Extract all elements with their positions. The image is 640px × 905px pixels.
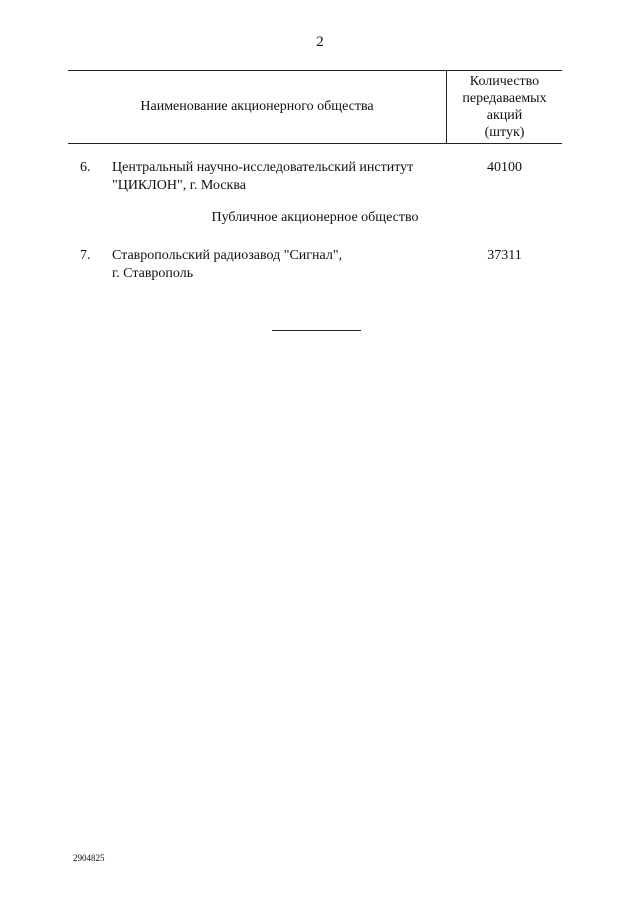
row-quantity: 40100: [487, 160, 522, 175]
row-number: 7.: [80, 248, 91, 263]
row-quantity: 37311: [487, 248, 522, 263]
section-title: [68, 210, 562, 226]
row-company-name: [112, 247, 442, 283]
header-quantity-column: [447, 71, 562, 143]
table-header: [68, 70, 562, 144]
row-company-name-line: Ставропольский радиозавод "Сигнал",: [112, 248, 343, 263]
header-quantity-line: (штук): [484, 125, 525, 140]
end-of-list-rule: [272, 330, 361, 331]
header-quantity-line: акций: [486, 108, 523, 123]
page-number: 2: [316, 34, 324, 50]
header-quantity-line: Количество: [469, 74, 540, 89]
document-id: 2904825: [73, 853, 105, 863]
row-number: 6.: [80, 160, 91, 175]
row-company-name-line: г. Ставрополь: [112, 266, 194, 281]
header-name-column: Наименование акционерного общества: [68, 71, 447, 143]
header-quantity-line: передаваемых: [462, 91, 547, 106]
row-company-name: [112, 159, 442, 195]
row-company-name-line: "ЦИКЛОН", г. Москва: [112, 178, 246, 193]
section-title-text: Публичное акционерное общество: [211, 210, 419, 225]
row-company-name-line: Центральный научно-исследовательский институт: [112, 160, 414, 175]
